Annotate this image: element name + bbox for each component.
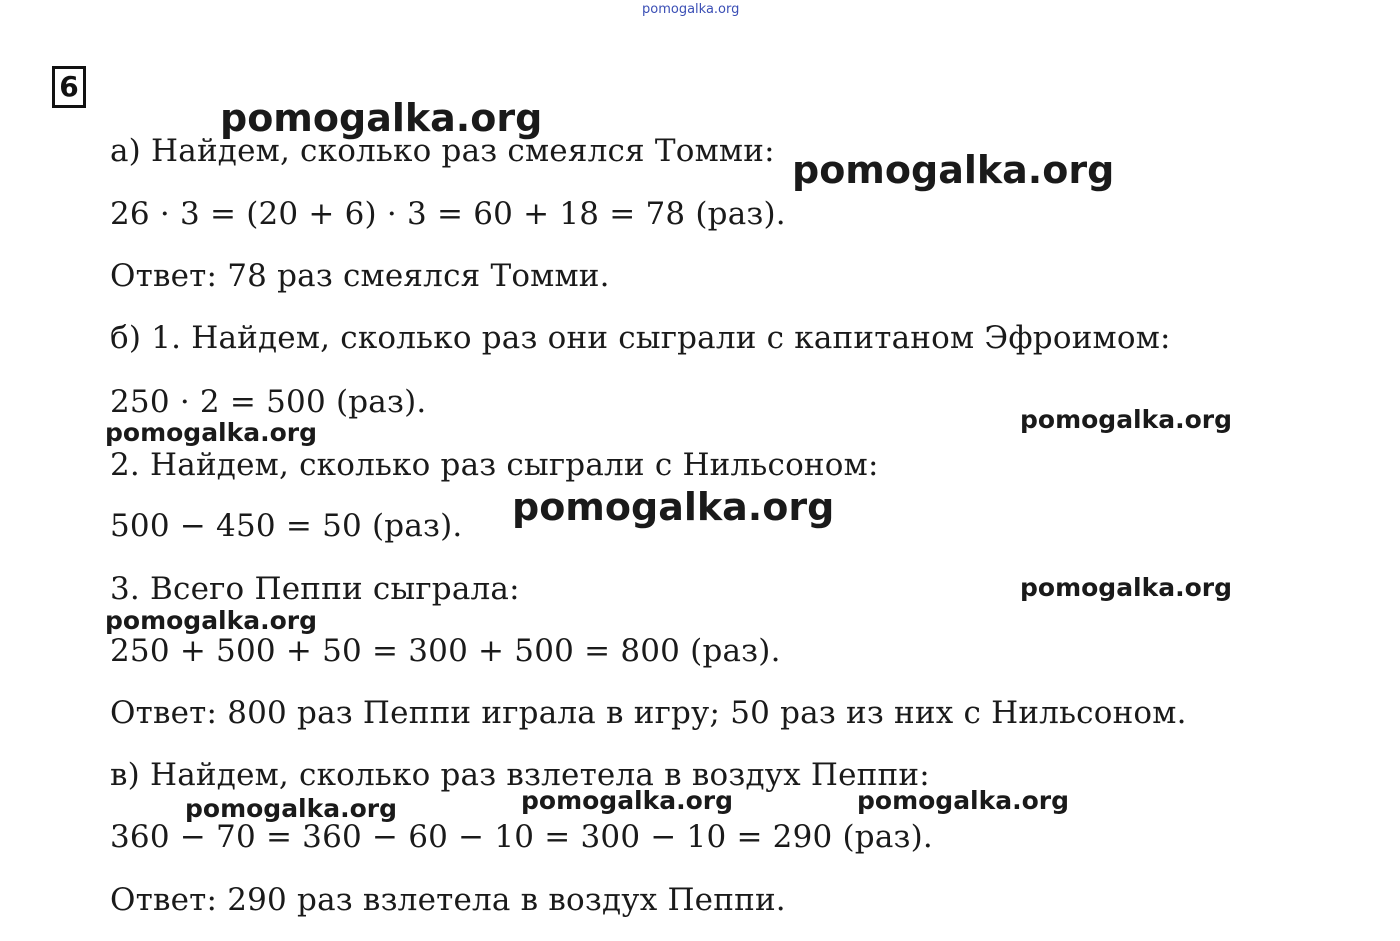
watermark: pomogalka.org	[521, 786, 734, 815]
part-a-heading: а) Найдем, сколько раз смеялся Томми:	[110, 133, 775, 169]
task-number-box: 6	[52, 66, 86, 108]
part-b-heading: б) 1. Найдем, сколько раз они сыграли с капитаном Эфроимом:	[110, 320, 1171, 356]
watermark: pomogalka.org	[220, 96, 543, 140]
watermark: pomogalka.org	[512, 485, 835, 529]
watermark: pomogalka.org	[185, 794, 398, 823]
part-c-calculation: 360 − 70 = 360 − 60 − 10 = 300 − 10 = 290 (раз).	[110, 819, 933, 855]
watermark: pomogalka.org	[1020, 573, 1233, 602]
watermark: pomogalka.org	[857, 786, 1070, 815]
part-b1-calculation: 250 · 2 = 500 (раз).	[110, 384, 427, 420]
part-b3-heading: 3. Всего Пеппи сыграла:	[110, 571, 520, 607]
part-b3-calculation: 250 + 500 + 50 = 300 + 500 = 800 (раз).	[110, 633, 781, 669]
part-b2-heading: 2. Найдем, сколько раз сыграли с Нильсоном:	[110, 447, 879, 483]
watermark: pomogalka.org	[792, 148, 1115, 192]
part-c-answer: Ответ: 290 раз взлетела в воздух Пеппи.	[110, 882, 786, 918]
watermark-top: pomogalka.org	[642, 2, 740, 17]
part-b-answer: Ответ: 800 раз Пеппи играла в игру; 50 раз из них с Нильсоном.	[110, 695, 1187, 731]
part-b2-calculation: 500 − 450 = 50 (раз).	[110, 508, 463, 544]
part-c-heading: в) Найдем, сколько раз взлетела в воздух Пеппи:	[110, 757, 930, 793]
part-a-calculation: 26 · 3 = (20 + 6) · 3 = 60 + 18 = 78 (раз).	[110, 196, 786, 232]
watermark: pomogalka.org	[105, 418, 318, 447]
part-a-answer: Ответ: 78 раз смеялся Томми.	[110, 258, 610, 294]
watermark: pomogalka.org	[105, 606, 318, 635]
watermark: pomogalka.org	[1020, 405, 1233, 434]
